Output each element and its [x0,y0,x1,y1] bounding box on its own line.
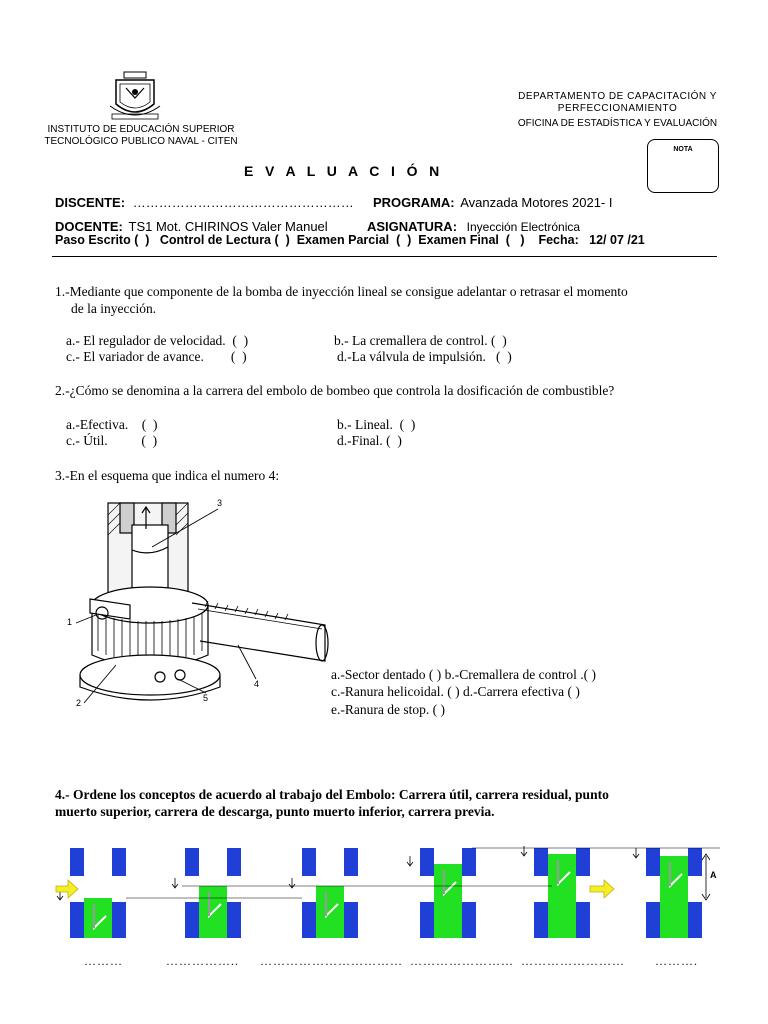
cylinder-wall-upper-left-4 [420,848,434,876]
question-4-text-cont: muerto superior, carrera de descarga, punto muerto inferior, carrera previa. [55,804,495,819]
grade-box [647,139,719,193]
cylinder-wall-lower-right-1 [112,902,126,938]
answer-blank-1[interactable]: ……… [84,954,123,968]
q1-option-c: c.- El variador de avance. ( ) [66,349,247,364]
q2-option-c: c.- Útil. ( ) [66,433,158,448]
cylinder-wall-upper-right-5 [576,848,590,876]
question-1 [55,283,735,317]
stroke-marker-3 [289,878,295,888]
q2-option-d: d.-Final. ( ) [337,433,402,448]
answer-blank-row [0,954,768,970]
diagram-label-5: 5 [203,693,209,703]
subject-value: Inyección Electrónica [466,220,581,234]
header-divider [52,256,717,257]
cylinder-wall-upper-right-2 [227,848,241,876]
piston-6 [660,856,688,938]
program-line [373,195,612,210]
teacher-label: DOCENTE: [55,219,123,234]
teacher-value: TS1 Mot. CHIRINOS Valer Manuel [128,219,328,234]
q1-option-d: d.-La válvula de impulsión. ( ) [337,349,512,364]
institute-line-2: TECNOLÓGICO PUBLICO NAVAL - CITEN [44,136,238,147]
student-label: DISCENTE: [55,195,126,210]
q3-option-line-2: c.-Ranura helicoidal. ( ) d.-Carrera efectiva ( ) [331,684,580,699]
grade-label: NOTA [673,146,693,153]
stroke-marker-2 [172,878,178,888]
department-name [505,91,730,115]
cylinder-wall-upper-left-6 [646,848,660,876]
q3-option-line-1: a.-Sector dentado ( ) b.-Cremallera de control .( ) [331,667,597,682]
stroke-marker-4 [407,856,413,866]
injection-pump-diagram [60,495,335,715]
stroke-dimension-label: A [710,870,717,880]
question-3-text: 3.-En el esquema que indica el numero 4: [55,468,280,483]
q3-option-line-3: e.-Ranura de stop. ( ) [331,702,445,717]
answer-blank-5[interactable]: …………………… [521,954,625,968]
evaluation-type-line: Paso Escrito ( ) Control de Lectura ( ) Examen Parcial ( ) Examen Final ( ) Fecha: 12/ 07 /21 [55,233,645,247]
outflow-arrow [590,880,614,898]
cylinder-wall-lower-left-4 [420,902,434,938]
cylinder-wall-upper-right-4 [462,848,476,876]
cylinder-wall-upper-left-3 [302,848,316,876]
department-line-2: PERFECCIONAMIENTO [557,103,678,114]
department-line-1: DEPARTAMENTO DE CAPACITACIÓN Y [518,91,717,102]
cylinder-wall-upper-right-3 [344,848,358,876]
q2-option-b: b.- Lineal. ( ) [337,417,416,432]
cylinder-wall-lower-left-6 [646,902,660,938]
institute-logo [108,70,162,122]
cylinder-wall-upper-right-1 [112,848,126,876]
q1-option-a: a.- El regulador de velocidad. ( ) [66,333,249,348]
cylinder-wall-lower-left-3 [302,902,316,938]
office-name: OFICINA DE ESTADÍSTICA Y EVALUACIÓN [517,118,718,129]
cylinder-wall-lower-left-1 [70,902,84,938]
cylinder-wall-lower-left-2 [185,902,199,938]
answer-blank-3[interactable]: …………………………… [260,954,403,968]
cylinder-wall-lower-right-6 [688,902,702,938]
program-value: Avanzada Motores 2021- I [460,195,613,210]
answer-blank-4[interactable]: …………………… [410,954,514,968]
control-rack [192,601,328,661]
dimension-a-arrow [702,854,710,900]
cylinder-wall-upper-left-1 [70,848,84,876]
piston-4 [434,864,462,938]
cylinder-wall-lower-right-3 [344,902,358,938]
piston-5 [548,854,576,938]
student-line [55,195,354,210]
cylinder-wall-lower-left-5 [534,902,548,938]
cylinder-wall-upper-left-5 [534,848,548,876]
teacher-line [55,219,328,234]
question-2-text: 2.-¿Cómo se denomina a la carrera del embolo de bombeo que controla la dosificación de combustible? [55,383,615,398]
piston-1 [84,898,112,938]
institute-line-1: INSTITUTO DE EDUCACIÓN SUPERIOR [47,124,235,135]
institute-name [36,124,246,148]
inflow-arrow [56,880,78,898]
student-name-blank: …………………………………………… [132,195,354,210]
diagram-label-4: 4 [254,679,260,689]
question-1-text-cont: de la inyección. [71,301,157,316]
page-title: E V A L U A C I Ó N [244,163,440,179]
subject-line [367,219,580,234]
cylinder-wall-upper-right-6 [688,848,702,876]
cylinder-wall-lower-right-5 [576,902,590,938]
q2-option-a: a.-Efectiva. ( ) [66,417,158,432]
program-label: PROGRAMA: [373,195,455,210]
q1-option-b: b.- La cremallera de control. ( ) [334,333,507,348]
cylinder-wall-lower-right-2 [227,902,241,938]
diagram-label-1: 1 [67,617,73,627]
pump-barrel [108,503,188,595]
diagram-label-2: 2 [76,698,82,708]
cylinder-wall-lower-right-4 [462,902,476,938]
question-1-text: 1.-Mediante que componente de la bomba de inyección lineal se consigue adelantar o retrasar el momento [55,284,628,299]
question-4-text: 4.- Ordene los conceptos de acuerdo al trabajo del Embolo: Carrera útil, carrera residual, punto [55,787,609,802]
subject-label: ASIGNATURA: [367,219,458,234]
answer-blank-2[interactable]: …………….. [166,954,239,968]
base-plate [80,655,220,700]
cylinder-wall-upper-left-2 [185,848,199,876]
question-4 [55,786,609,820]
stroke-marker-5 [521,846,527,856]
stroke-marker-6 [633,848,639,858]
answer-blank-6[interactable]: ………. [655,954,698,968]
plunger-stroke-diagram [52,842,720,942]
diagram-label-3: 3 [217,498,223,508]
